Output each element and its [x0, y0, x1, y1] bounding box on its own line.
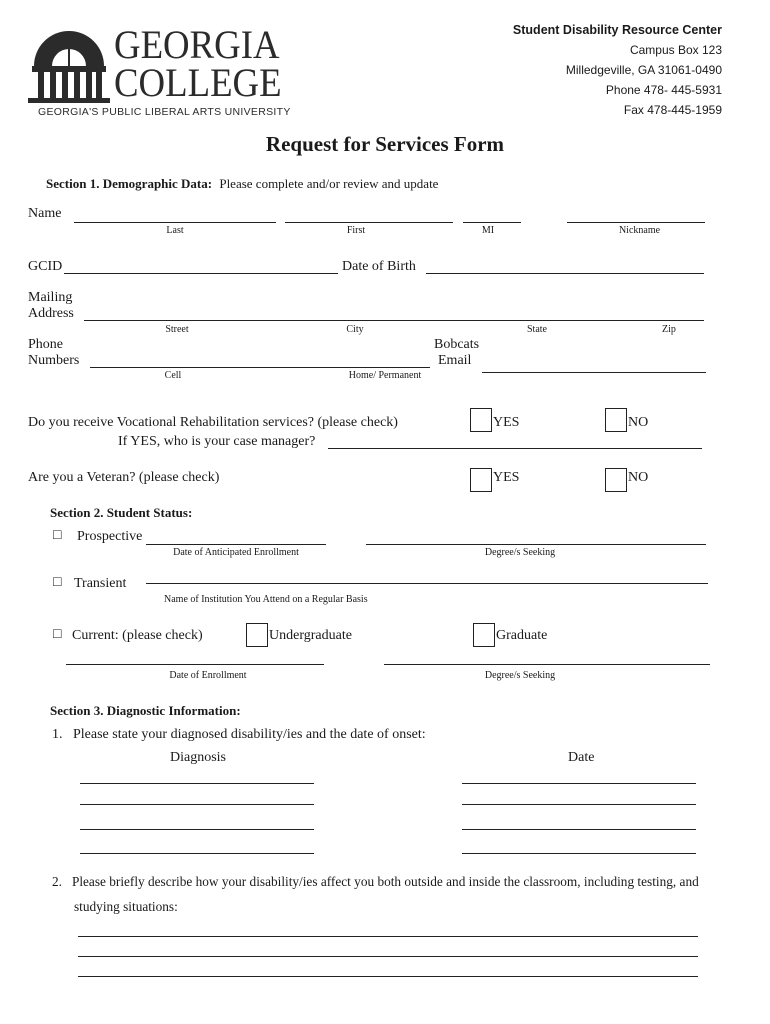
case-manager-field[interactable] [328, 448, 702, 449]
anticipated-enrollment-field[interactable] [146, 544, 326, 545]
voc-no-checkbox[interactable] [605, 408, 627, 432]
logo-tagline: GEORGIA'S PUBLIC LIBERAL ARTS UNIVERSITY [38, 106, 291, 118]
mailing-label-line1: Mailing [28, 290, 73, 305]
caption-enrollment-date: Date of Enrollment [169, 670, 247, 681]
graduate-label: Graduate [496, 628, 548, 643]
onset-date-field-2[interactable] [462, 804, 696, 805]
phone-label-line2: Numbers [28, 353, 80, 368]
graduate-checkbox[interactable] [473, 623, 495, 647]
diagnosis-label: Diagnosis [170, 750, 226, 765]
campus-box: Campus Box 123 [629, 43, 722, 57]
question-2-line2: studying situations: [74, 899, 178, 914]
email-label [434, 337, 479, 369]
email-label-line1: Bobcats [434, 337, 480, 352]
section1-heading: Section 1. Demographic Data: [46, 176, 213, 191]
undergraduate-checkbox[interactable] [246, 623, 268, 647]
section1-instruction: Please complete and/or review and update [219, 176, 439, 191]
logo-georgia: GEORGIA [114, 22, 280, 67]
first-name-field[interactable] [285, 222, 453, 223]
email-field[interactable] [482, 372, 706, 373]
caption-prospective-degree: Degree/s Seeking [484, 547, 556, 558]
description-field-1[interactable] [78, 936, 698, 937]
gcid-field[interactable] [64, 273, 338, 274]
logo [28, 22, 291, 122]
nickname-field[interactable] [567, 222, 705, 223]
office-fax: Fax 478-445-1959 [623, 103, 722, 117]
phone-label [28, 337, 79, 369]
caption-state: State [527, 324, 547, 335]
dob-field[interactable] [426, 273, 704, 274]
office-address-block [422, 20, 722, 120]
enrollment-date-field[interactable] [66, 664, 324, 665]
caption-transient-institution: Name of Institution You Attend on a Regular Basis [164, 594, 368, 605]
veteran-no-label: NO [628, 470, 649, 485]
dob-label: Date of Birth [342, 259, 416, 274]
description-field-3[interactable] [78, 976, 698, 977]
voc-no-label: NO [628, 415, 649, 430]
voc-yes-checkbox[interactable] [470, 408, 492, 432]
logo-college: COLLEGE [114, 60, 282, 105]
onset-date-field-4[interactable] [462, 853, 696, 854]
current-checkbox[interactable]: □ [53, 627, 62, 642]
email-label-line2: Email [438, 353, 472, 368]
date-label: Date [568, 750, 595, 765]
diagnosis-field-4[interactable] [80, 853, 314, 854]
mi-field[interactable] [463, 222, 521, 223]
transient-institution-field[interactable] [146, 583, 708, 584]
caption-first: First [346, 225, 366, 236]
section2-heading: Section 2. Student Status: [50, 505, 193, 520]
diagnosis-field-1[interactable] [80, 783, 314, 784]
question-2-line1: 2. Please briefly describe how your disability/ies affect you both outside and inside the classroom, including testing, and [52, 874, 699, 889]
veteran-yes-checkbox[interactable] [470, 468, 492, 492]
veteran-question: Are you a Veteran? (please check) [28, 470, 220, 485]
mailing-label-line2: Address [28, 306, 74, 321]
caption-current-degree: Degree/s Seeking [484, 670, 556, 681]
current-degree-field[interactable] [384, 664, 710, 665]
section1-heading-row [46, 176, 438, 192]
gcid-label: GCID [28, 259, 63, 274]
mailing-label [28, 290, 74, 322]
caption-street: Street [165, 324, 189, 335]
diagnosis-field-2[interactable] [80, 804, 314, 805]
office-city: Milledgeville, GA 31061-0490 [565, 63, 722, 77]
prospective-checkbox[interactable]: □ [53, 528, 62, 543]
phone-numbers-field[interactable] [90, 367, 430, 368]
veteran-no-checkbox[interactable] [605, 468, 627, 492]
mailing-address-field[interactable] [84, 320, 704, 321]
caption-zip: Zip [662, 324, 676, 335]
caption-cell: Cell [164, 370, 182, 381]
logo-building-icon [28, 26, 110, 104]
prospective-degree-field[interactable] [366, 544, 706, 545]
voc-yes-label: YES [493, 415, 520, 430]
caption-nickname: Nickname [618, 225, 661, 236]
prospective-label: Prospective [77, 529, 143, 544]
undergraduate-label: Undergraduate [269, 628, 352, 643]
question-1: 1. Please state your diagnosed disability/ies and the date of onset: [52, 727, 426, 742]
section3-heading: Section 3. Diagnostic Information: [50, 703, 241, 718]
page-title: Request for Services Form [265, 132, 505, 156]
diagnosis-field-3[interactable] [80, 829, 314, 830]
caption-anticipated-enrollment: Date of Anticipated Enrollment [173, 547, 299, 558]
voc-rehab-question: Do you receive Vocational Rehabilitation services? (please check) [28, 415, 398, 430]
transient-checkbox[interactable]: □ [53, 575, 62, 590]
current-label: Current: (please check) [72, 628, 203, 643]
name-label: Name [28, 206, 62, 221]
caption-home: Home/ Permanent [348, 370, 422, 381]
onset-date-field-3[interactable] [462, 829, 696, 830]
onset-date-field-1[interactable] [462, 783, 696, 784]
caption-city: City [346, 324, 364, 335]
last-name-field[interactable] [74, 222, 276, 223]
phone-label-line1: Phone [28, 337, 63, 352]
office-name: Student Disability Resource Center [512, 23, 722, 37]
description-field-2[interactable] [78, 956, 698, 957]
office-phone: Phone 478- 445-5931 [605, 83, 722, 97]
veteran-yes-label: YES [493, 470, 520, 485]
caption-last: Last [166, 225, 184, 236]
case-manager-label: If YES, who is your case manager? [118, 434, 316, 449]
transient-label: Transient [74, 576, 127, 591]
caption-mi: MI [481, 225, 495, 236]
